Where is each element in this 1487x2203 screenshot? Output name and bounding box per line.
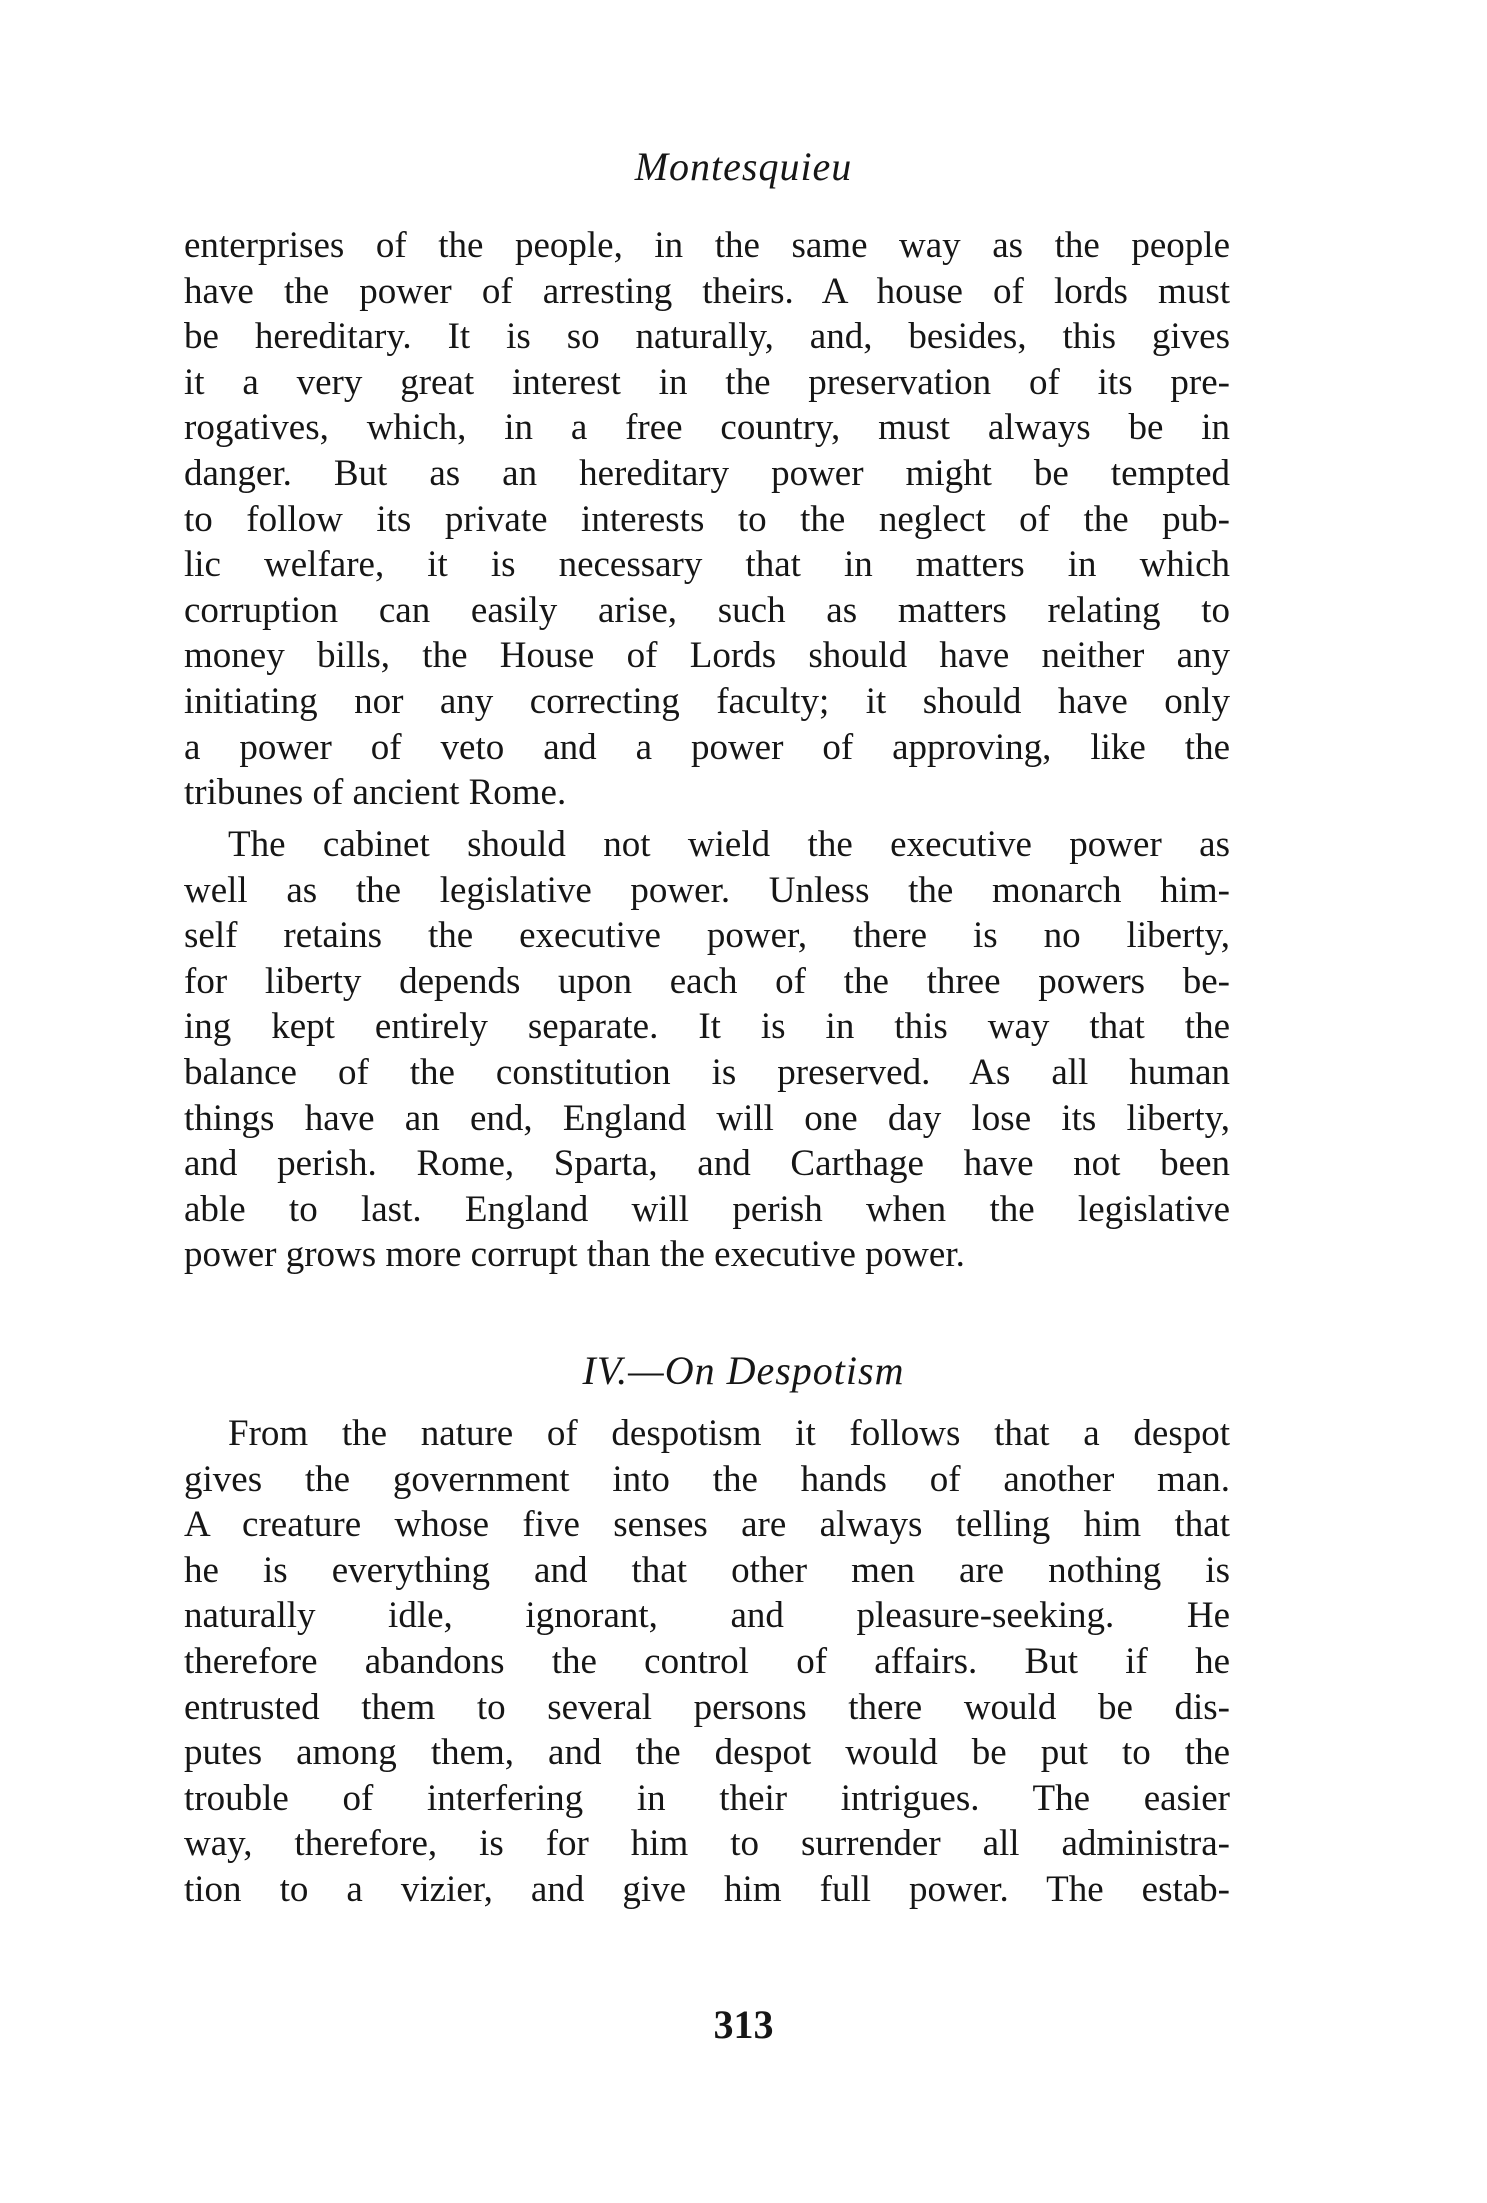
text-line: lic welfare, it is necessary that in matters in which (184, 544, 1230, 586)
text-line: be hereditary. It is so naturally, and, besides, this gives (184, 316, 1230, 358)
text-line: rogatives, which, in a free country, must always be in (184, 407, 1230, 449)
text-line: ing kept entirely separate. It is in this way that the (184, 1006, 1230, 1048)
text-line: naturally idle, ignorant, and pleasure-seeking. He (184, 1595, 1230, 1637)
text-line: able to last. England will perish when the legislative (184, 1188, 1230, 1230)
text-line: power grows more corrupt than the executive power. (184, 1234, 965, 1276)
text-line: entrusted them to several persons there would be dis- (184, 1686, 1230, 1728)
text-line: balance of the constitution is preserved. As all human (184, 1051, 1230, 1093)
text-line: A creature whose five senses are always telling him that (184, 1504, 1230, 1546)
text-line: tion to a vizier, and give him full power. The estab- (184, 1868, 1230, 1910)
text-line: corruption can easily arise, such as matters relating to (184, 589, 1230, 631)
text-line: danger. But as an hereditary power might be tempted (184, 452, 1230, 494)
text-line: for liberty depends upon each of the three powers be- (184, 960, 1230, 1002)
page-number: 313 (713, 2002, 774, 2047)
running-head: Montesquieu (634, 144, 853, 189)
text-line: have the power of arresting theirs. A house of lords must (184, 270, 1230, 312)
text-line: a power of veto and a power of approving, like the (184, 726, 1230, 768)
text-line: enterprises of the people, in the same way as the people (184, 225, 1230, 266)
text-line: self retains the executive power, there is no liberty, (184, 915, 1230, 957)
text-line: well as the legislative power. Unless the monarch him- (184, 869, 1230, 911)
text-line: he is everything and that other men are nothing is (184, 1549, 1230, 1591)
paragraph-despotism (184, 1411, 1230, 1913)
section-heading: IV.—On Despotism (582, 1348, 905, 1393)
paragraph-cabinet (184, 822, 1230, 1278)
text-line: it a very great interest in the preservation of its pre- (184, 361, 1230, 403)
text-line: to follow its private interests to the neglect of the pub- (184, 498, 1230, 540)
text-line: therefore abandons the control of affairs. But if he (184, 1640, 1230, 1682)
text-line: From the nature of despotism it follows that a despot (228, 1413, 1230, 1454)
text-line: tribunes of ancient Rome. (184, 772, 567, 814)
text-line: things have an end, England will one day lose its liberty, (184, 1097, 1230, 1139)
text-line: gives the government into the hands of another man. (184, 1458, 1230, 1500)
text-line: trouble of interfering in their intrigues. The easier (184, 1777, 1230, 1819)
paragraph-continued (184, 223, 1230, 816)
text-line: money bills, the House of Lords should have neither any (184, 635, 1230, 677)
text-line: way, therefore, is for him to surrender all administra- (184, 1823, 1230, 1865)
text-line: and perish. Rome, Sparta, and Carthage have not been (184, 1143, 1230, 1185)
text-line: initiating nor any correcting faculty; it should have only (184, 680, 1230, 722)
text-line: putes among them, and the despot would be put to the (184, 1732, 1230, 1774)
text-line: The cabinet should not wield the executive power as (228, 824, 1230, 865)
